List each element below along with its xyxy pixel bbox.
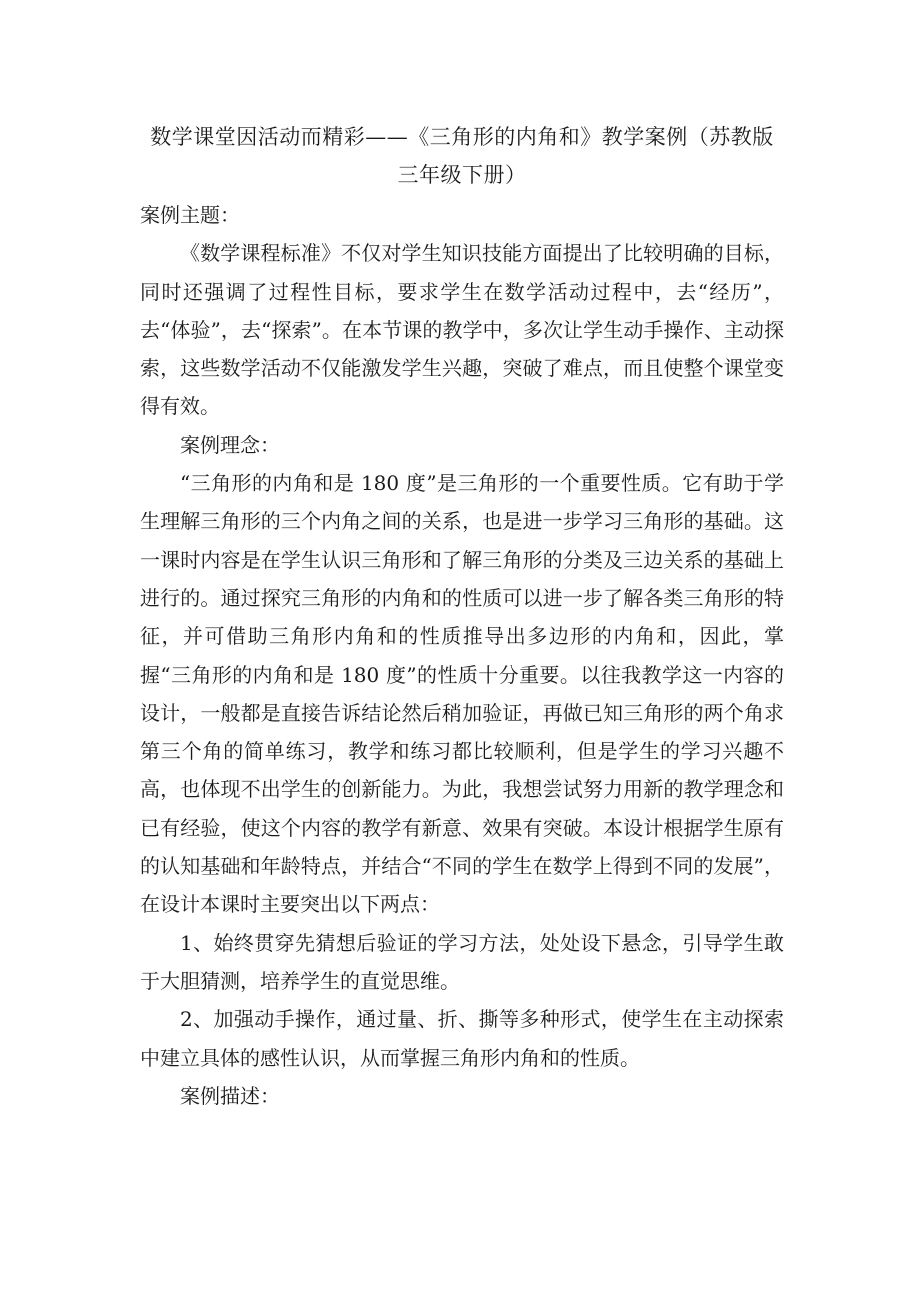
point-1-paragraph: 1、始终贯穿先猜想后验证的学习方法，处处设下悬念，引导学生敢于大胆猜测，培养学生的直觉思维。 [140,930,784,993]
concept-heading: 案例理念： [180,432,280,457]
concept-paragraph: “三角形的内角和是 180 度”是三角形的一个重要性质。它有助于学生理解三角形的三个内角之间的关系，也是进一步学习三角形的基础。这一课时内容是在学生认识三角形和了解三角形的分类及三边关系的基础上进行的。通过探究三角形的内角和的性质可以进一步了解各类三角形的特征，并可借助三角形内角和的性质推导出多边形的内角和，因此，掌握“三角形的内角和是 180 度”的性质十分重要。以往我教学这一内容的设计，一般都是直接告诉结论然后稍加验证，再做已知三角形的两个角求第三个角的简单练习，教学和练习都比较顺利，但是学生的学习兴趣不高，也体现不出学生的创新能力。为此，我想尝试努力用新的教学理念和已有经验，使这个内容的教学有新意、效果有突破。本设计根据学生原有的认知基础和年龄特点，并结合“不同的学生在数学上得到不同的发展”，在设计本课时主要突出以下两点： [140,471,784,917]
document-title: 数学课堂因活动而精彩——《三角形的内角和》教学案例（苏教版三年级下册） [150,125,774,187]
point-2-paragraph: 2、加强动手操作，通过量、折、撕等多种形式，使学生在主动探索中建立具体的感性认识，从而掌握三角形内角和的性质。 [140,1007,784,1070]
theme-heading: 案例主题： [140,203,240,227]
description-heading: 案例描述： [180,1083,280,1108]
theme-paragraph: 《数学课程标准》不仅对学生知识技能方面提出了比较明确的目标，同时还强调了过程性目标，要求学生在数学活动过程中，去“经历”，去“体验”，去“探索”。在本节课的教学中，多次让学生动手操作、主动探索，这些数学活动不仅能激发学生兴趣，突破了难点，而且使整个课堂变得有效。 [140,241,784,419]
document-body [140,196,784,1115]
